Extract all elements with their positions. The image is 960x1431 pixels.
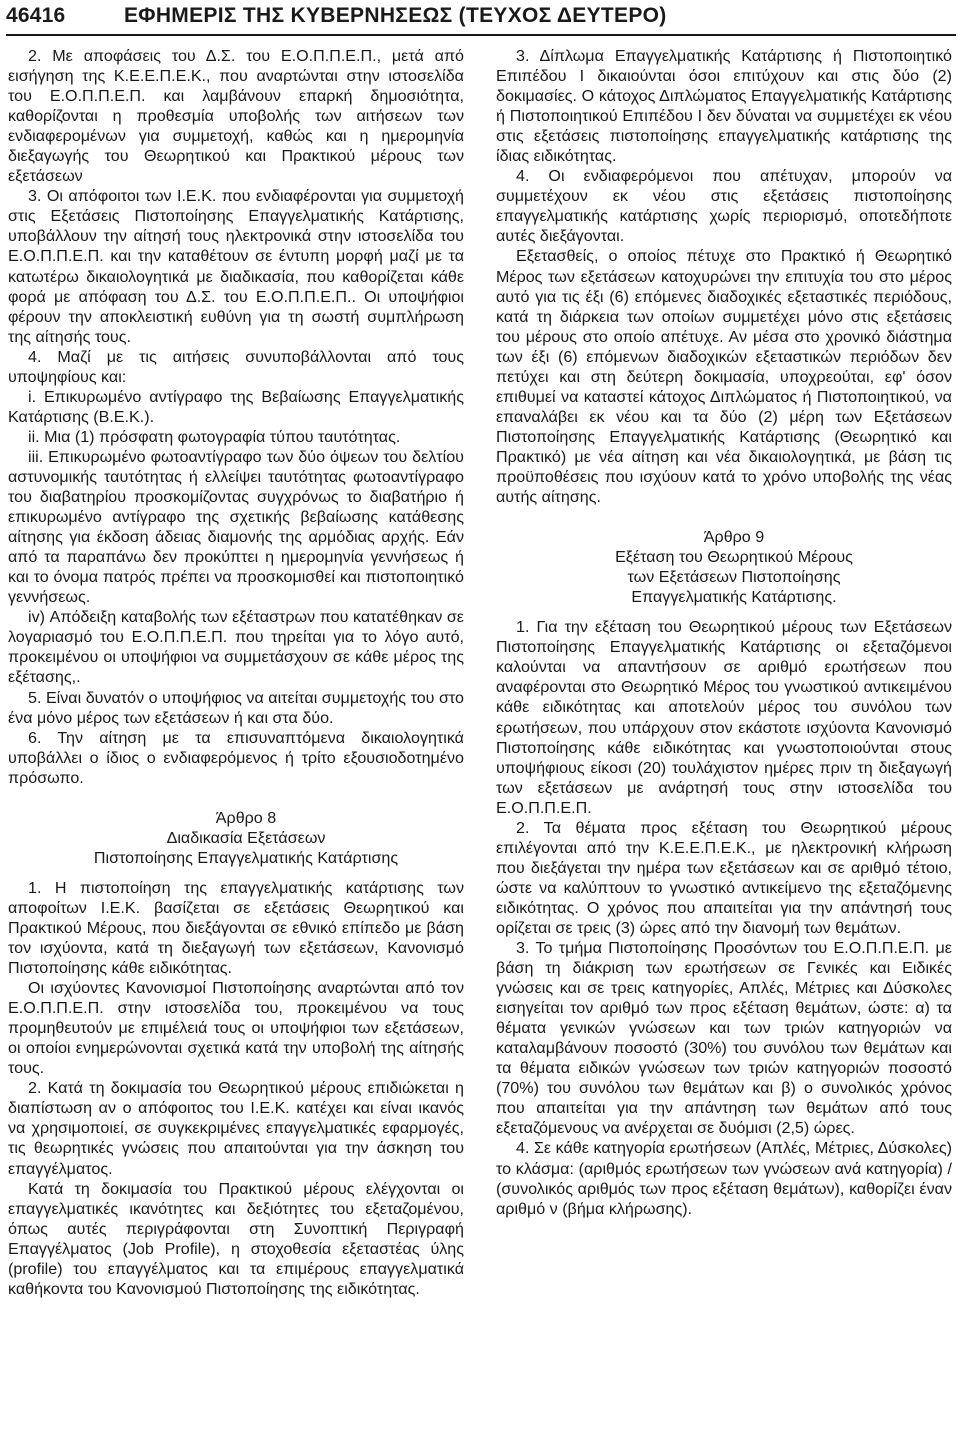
list-item: iv) Απόδειξη καταβολής των εξέταστρων που κατατέθηκαν σε λογαριασμό του Ε.Ο.Π.Π.Ε.Π. που τηρείται για το λόγο αυτό, προκειμένου οι υποψήφιοι να συμμετάσχουν σε κάθε μέρος της εξέτασης,. (8, 608, 464, 687)
paragraph: 4. Μαζί με τις αιτήσεις συνυποβάλλονται από τους υποψηφίους και: (8, 347, 464, 386)
paragraph: 3. Το τμήμα Πιστοποίησης Προσόντων του Ε.Ο.Π.Π.Ε.Π. με βάση τη διάκριση των ερωτήσεων σε Γενικές και Ειδικές γνώσεις και σε τρεις κατηγορίες, Απλές, Μέτριες και Δύσκολες εισηγείται τον αριθμό των προς εξέταση θεμάτων, ώστε: α) τα θέματα γενικών γνώσεων και των τριών κατηγοριών να καταλαμβάνουν ποσοστό (30%) του συνόλου των θεμάτων και τα θέματα ειδικών γνώσεων των τριών κατηγοριών ποσοστό (70%) του συνόλου των θεμάτων και β) ο συνολικός χρόνος που απαιτείται για την απάντηση των θεμάτων από τους εξεταζόμενους να ανέρχεται σε δυόμισι (2,5) ώρες. (496, 939, 952, 1138)
paragraph: 1. Για την εξέταση του Θεωρητικού μέρους των Εξετάσεων Πιστοποίησης Επαγγελματικής Κατάρτισης οι εξεταζόμενοι καλούνται να απαντήσουν σε αριθμό ερωτήσεων που αναφέρονται στο Θεωρητικό Μέρος του γνωστικού αντικειμένου κάθε ειδικότητας και αποτελούν μέρος του συνόλου των ερωτήσεων, που υπάρχουν στον εκάστοτε ισχύοντα Κανονισμό Πιστοποίησης κάθε ειδικότητας και γνωστοποιούνται στους υποψήφιους είκοσι (20) τουλάχιστον ημέρες πριν τη διεξαγωγή των εξετάσεων με ανάρτησή τους στην ιστοσελίδα του Ε.Ο.Π.Π.Ε.Π. (496, 618, 952, 817)
article-8-number: Άρθρο 8 (215, 808, 277, 827)
paragraph: 3. Οι απόφοιτοι των Ι.Ε.Κ. που ενδιαφέρονται για συμμετοχή στις Εξετάσεις Πιστοποίησης Επαγγελματικής Κατάρτισης, υποβάλλουν την αίτησή τους ηλεκτρονικά στην ιστοσελίδα του Ε.Ο.Π.Π.Ε.Π. και την καταθέτουν σε έντυπη μορφή μαζί με τα κατωτέρω δικαιολογητικά με διαδικασία, που καθορίζεται κάθε φορά με απόφαση του Δ.Σ. του Ε.Ο.Π.Π.Ε.Π.. Οι υποψήφιοι φέρουν την αποκλειστική ευθύνη για τη σωστή συμπλήρωση της αίτησής τους. (8, 187, 464, 346)
article-9-title: των Εξετάσεων Πιστοποίησης (627, 568, 841, 587)
paragraph: 5. Είναι δυνατόν ο υποψήφιος να αιτείται συμμετοχής του στο ένα μόνο μέρος των εξετάσεων ή και στα δύο. (8, 688, 464, 727)
article-8-title: Πιστοποίησης Επαγγελματικής Κατάρτισης (93, 848, 399, 867)
paragraph: Κατά τη δοκιμασία του Πρακτικού μέρους ελέγχονται οι επαγγελματικές ικανότητες και δεξιότητες του εξεταζομένου, όπως αυτές περιγράφονται στη Συνοπτική Περιγραφή Επαγγέλματος (Job Profile), η στοχοθεσία εξεταστέας ύλης (profile) του επαγγέλματος και τα επιμέρους επαγγελματικά καθήκοντα του Κανονισμού Πιστοποίησης της ειδικότητας. (8, 1179, 464, 1298)
right-column (496, 46, 952, 1219)
page-header (6, 2, 956, 42)
list-item: iii. Επικυρωμένο φωτοαντίγραφο των δύο όψεων του δελτίου αστυνομικής ταυτότητας ή ελλείψει ταυτότητας φωτοαντίγραφο του διαβατηρίου προσκομίζοντας συγχρόνως το διαβατήριο ή επικυρωμένο αντίγραφο της σχετικής βεβαίωσης κατάθεσης αίτησης για έκδοση άδειας διαμονής της αρμόδιας αρχής. Εάν από τα παραπάνω δεν προκύπτει η ημερομηνία γεννήσεως ή και το όνομα πατρός πρέπει να προσκομισθεί και πιστοποιητικό γεννήσεως. (8, 447, 464, 607)
paragraph: 3. Δίπλωμα Επαγγελματικής Κατάρτισης ή Πιστοποιητικό Επιπέδου Ι δικαιούνται όσοι επιτύχουν και στις δύο (2) δοκιμασίες. Ο κάτοχος Διπλώματος Επαγγελματικής Κατάρτισης ή Πιστοποιητικού Επιπέδου Ι δεν δύναται να συμμετέχει εκ νέου στις εξετάσεις πιστοποίησης επαγγελματικής κατάρτισης της ίδιας ειδικότητας. (496, 47, 952, 166)
left-column (8, 46, 464, 1299)
list-item: i. Επικυρωμένο αντίγραφο της Βεβαίωσης Επαγγελματικής Κατάρτισης (Β.Ε.Κ.). (8, 387, 464, 426)
paragraph: 2. Με αποφάσεις του Δ.Σ. του Ε.Ο.Π.Π.Ε.Π., μετά από εισήγηση της Κ.Ε.Ε.Π.Ε.Κ., που αναρτώνται στην ιστοσελίδα του Ε.Ο.Π.Π.Ε.Π. και λαμβάνουν επαρκή δημοσιότητα, καθορίζονται η προθεσμία υποβολής των αιτήσεων των ενδιαφερομένων για συμμετοχή, καθώς και η ημερομηνία διεξαγωγής του Θεωρητικού και Πρακτικού μέρους των εξετάσεων (8, 47, 464, 186)
page-number: 46416 (6, 4, 66, 27)
paragraph: 2. Κατά τη δοκιμασία του Θεωρητικού μέρους επιδιώκεται η διαπίστωση αν ο απόφοιτος του Ι.Ε.Κ. κατέχει και είναι ικανός να χρησιμοποιεί, σε συγκεκριμένες επαγγελματικές εφαρμογές, τις θεωρητικές γνώσεις που απαιτούνται για την άσκηση του επαγγέλματος. (8, 1079, 464, 1178)
article-9-number: Άρθρο 9 (703, 528, 765, 547)
paragraph: 2. Τα θέματα προς εξέταση του Θεωρητικού μέρους επιλέγονται από την Κ.Ε.Ε.Π.Ε.Κ., με ηλεκτρονική κλήρωση που διεξάγεται την ημέρα των εξετάσεων και σε αριθμό τέτοιο, ώστε να καλύπτουν το γνωστικό αντικείμενο της εξεταζόμενης ειδικότητας. Ο χρόνος που απαιτείται για την απάντησή τους ορίζεται σε τρεις (3) ώρες από την διανομή των θεμάτων. (496, 818, 952, 937)
header-rule (6, 34, 956, 36)
journal-title: ΕΦΗΜΕΡΙΣ ΤΗΣ ΚΥΒΕΡΝΗΣΕΩΣ (ΤΕΥΧΟΣ ΔΕΥΤΕΡΟ) (124, 4, 667, 27)
paragraph: Οι ισχύοντες Κανονισμοί Πιστοποίησης αναρτώνται από τον Ε.Ο.Π.Π.Ε.Π. στην ιστοσελίδα του, προκειμένου να τους προμηθευτούν με επιμέλειά τους οι υποψήφιοι των εξετάσεων, οι οποίοι ενημερώνονται σχετικά κατά την υποβολή της αίτησής τους. (8, 979, 464, 1078)
article-9-title: Επαγγελματικής Κατάρτισης. (631, 588, 837, 607)
paragraph: 4. Σε κάθε κατηγορία ερωτήσεων (Απλές, Μέτριες, Δύσκολες) το κλάσμα: (αριθμός ερωτήσεων των γνώσεων ανά κατηγορία) / (συνολικός αριθμός των προς εξέταση θεμάτων), καθορίζει έναν αριθμό ν (βήμα κλήρωσης). (496, 1139, 952, 1218)
article-9-title: Εξέταση του Θεωρητικού Μέρους (615, 548, 853, 567)
article-8-title: Διαδικασία Εξετάσεων (166, 828, 326, 847)
paragraph: 4. Οι ενδιαφερόμενοι που απέτυχαν, μπορούν να συμμετέχουν εκ νέου στις εξετάσεις πιστοποίησης επαγγελματικής κατάρτισης χωρίς περιορισμό, οποτεδήποτε αυτές διεξάγονται. (496, 167, 952, 246)
paragraph: 6. Την αίτηση με τα επισυναπτόμενα δικαιολογητικά υποβάλλει ο ίδιος ο ενδιαφερόμενος ή τρίτο εξουσιοδοτημένο πρόσωπο. (8, 728, 464, 787)
list-item: ii. Μια (1) πρόσφατη φωτογραφία τύπου ταυτότητας. (28, 427, 401, 446)
paragraph: Εξετασθείς, ο οποίος πέτυχε στο Πρακτικό ή Θεωρητικό Μέρος των εξετάσεων κατοχυρώνει την επιτυχία του στο μέρος αυτό για τις έξι (6) επόμενες διαδοχικές εξεταστικές περιόδους, κατά τη διάρκεια των οποίων συμμετέχει μόνο στις εξετάσεις του μέρους στο οποίο απέτυχε. Αν μέσα στο χρονικό διάστημα των έξι (6) επόμενων διαδοχικών εξεταστικών περιόδων δεν πετύχει και στη δεύτερη δοκιμασία, υποχρεούται, εφ' όσον επιθυμεί να καταστεί κάτοχος Διπλώματος ή Πιστοποιητικού, να επαναλάβει εκ νέου και τα δύο (2) μέρη των Εξετάσεων Πιστοποίησης Επαγγελματικής Κατάρτισης (Θεωρητικό και Πρακτικό) με νέα αίτηση και νέα δικαιολογητικά, με βάση τις προϋποθέσεις που ισχύουν κατά το χρόνο υποβολής της νέας αυτής αίτησης. (496, 247, 952, 507)
paragraph: 1. Η πιστοποίηση της επαγγελματικής κατάρτισης των αποφοίτων Ι.Ε.Κ. βασίζεται σε εξετάσεις Θεωρητικού και Πρακτικού Μέρους, που διεξάγονται σε εθνικό επίπεδο με βάση τον ισχύοντα, κατά τη διεξαγωγή των εξετάσεων, Κανονισμό Πιστοποίησης κάθε ειδικότητας. (8, 878, 464, 978)
